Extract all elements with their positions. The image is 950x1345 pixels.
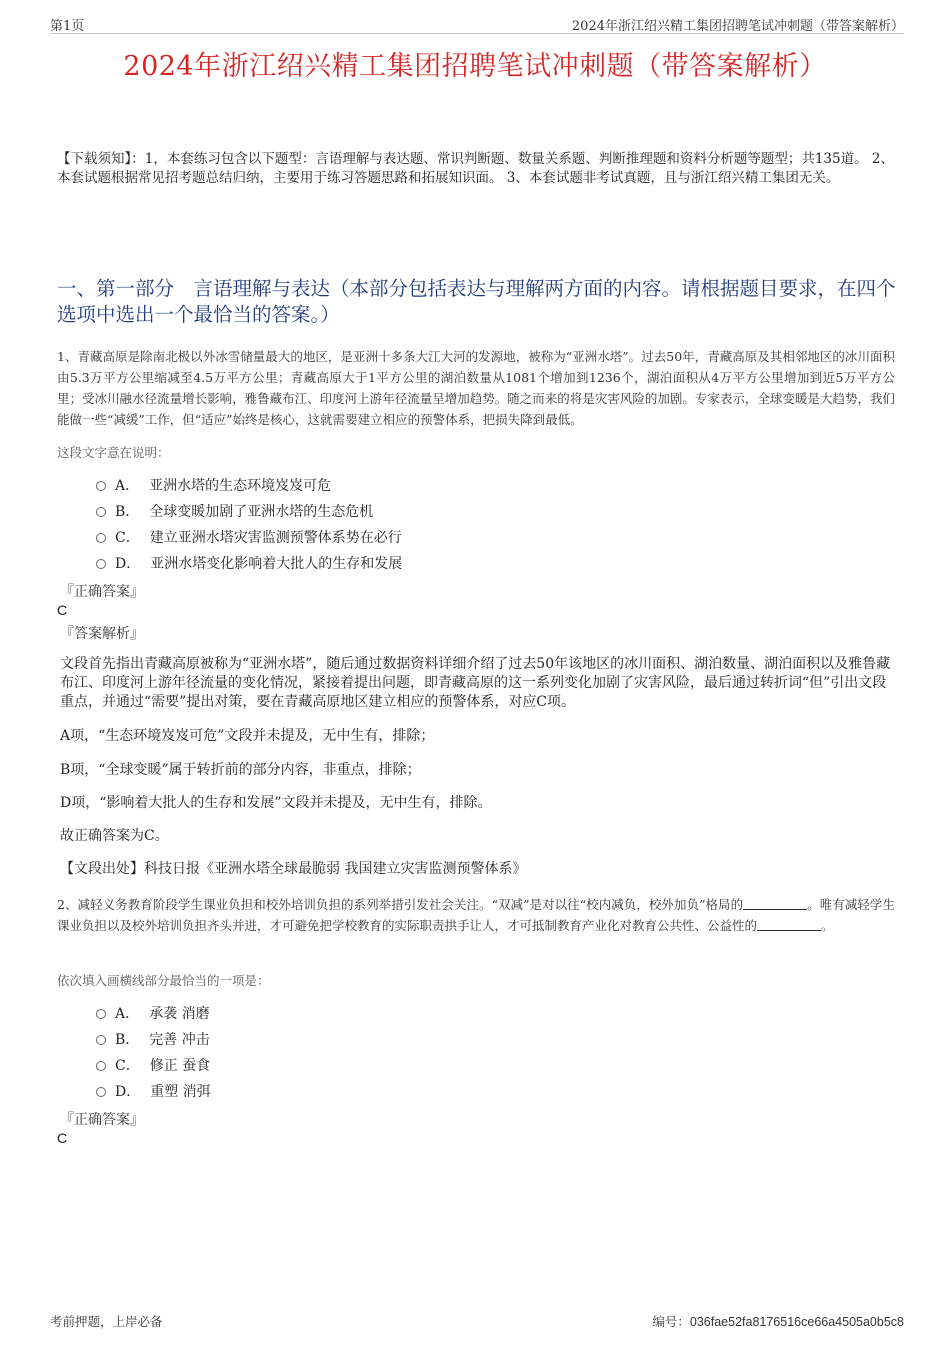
q2-option-c[interactable]: C． 修正 蚕食 — [96, 1056, 210, 1076]
footer-slogan: 考前押题，上岸必备 — [50, 1314, 163, 1329]
q1-analysis-conclusion: 故正确答案为C。 — [60, 828, 169, 844]
page-header — [50, 14, 904, 34]
radio-icon[interactable] — [96, 507, 106, 517]
q1-option-d[interactable]: D． 亚洲水塔变化影响着大批人的生存和发展 — [96, 554, 402, 574]
q2-option-a[interactable]: A． 承袭 消磨 — [96, 1004, 210, 1024]
q1-option-a[interactable]: A． 亚洲水塔的生态环境岌岌可危 — [96, 476, 331, 496]
q1-option-c[interactable]: C． 建立亚洲水塔灾害监测预警体系势在必行 — [96, 528, 402, 548]
q2-option-b[interactable]: B． 完善 冲击 — [96, 1030, 210, 1050]
question-1-text: 1、青藏高原是除南北极以外冰雪储量最大的地区，是亚洲十多条大江大河的发源地，被称为“亚洲水塔”。过去50年，青藏高原及其相邻地区的冰川面积由5.3万平方公里缩减至4.5万平方公里；青藏高原大于1平方公里的湖泊数量从1081个增加到1236个，湖泊面积从4万平方公里增加到近5万平方公里；受冰川融水径流量增长影响，雅鲁藏布江、印度河上游年径流量呈增加趋势。随之而来的将是灾害风险的加剧。专家表示，全球变暖是大趋势，我们能做一些“减缓”工作，但“适应”始终是核心，这就需要建立相应的预警体系，把损失降到最低。 — [57, 349, 895, 427]
section-heading: 一、第一部分 言语理解与表达（本部分包括表达与理解两方面的内容。请根据题目要求，在四个选项中选出一个最恰当的答案。） — [57, 277, 896, 326]
q1-analysis-option-b: B项，“全球变暖”属于转折前的部分内容，非重点，排除； — [60, 762, 421, 778]
q1-answer: C — [57, 602, 68, 618]
q1-analysis-option-a: A项，“生态环境岌岌可危”文段并未提及，无中生有，排除； — [60, 728, 435, 744]
radio-icon[interactable] — [96, 1035, 106, 1045]
q1-analysis-option-d: D项，“影响着大批人的生存和发展”文段并未提及，无中生有，排除。 — [60, 795, 492, 811]
q1-answer-tag: 『正确答案』 — [60, 584, 144, 600]
question-2-prompt: 依次填入画横线部分最恰当的一项是： — [57, 973, 270, 988]
radio-icon[interactable] — [96, 481, 106, 491]
q1-analysis-paragraph: 文段首先指出青藏高原被称为“亚洲水塔”，随后通过数据资料详细介绍了过去50年该地区的冰川面积、湖泊数量、湖泊面积以及雅鲁藏布江、印度河上游年径流量的变化情况，紧接着提出问题，即青藏高原的这一系列变化加剧了灾害风险，最后通过转折词“但”引出文段重点，并通过“需要”提出对策，要在青藏高原地区建立相应的预警体系，对应C项。 — [60, 656, 891, 710]
fill-blank-2 — [757, 918, 821, 931]
q2-answer-tag: 『正确答案』 — [60, 1112, 144, 1128]
header-doc-title: 2024年浙江绍兴精工集团招聘笔试冲刺题（带答案解析） — [571, 19, 904, 34]
question-1-prompt: 这段文字意在说明： — [57, 445, 170, 460]
radio-icon[interactable] — [96, 533, 106, 543]
footer-code: 编号：036fae52fa8176516ce66a4505a0b5c8 — [652, 1315, 904, 1329]
download-notice: 【下载须知】：1，本套练习包含以下题型：言语理解与表达题、常识判断题、数量关系题、判断推理题和资料分析题等题型；共135道。 2、本套试题根据常见招考题总结归纳，主要用于练习答题思路和拓展知识面。 3、本套试题非考试真题，且与浙江绍兴精工集团无关。 — [57, 151, 894, 186]
q1-option-b[interactable]: B． 全球变暖加剧了亚洲水塔的生态危机 — [96, 502, 373, 522]
q1-source: 【文段出处】科技日报《亚洲水塔全球最脆弱 我国建立灾害监测预警体系》 — [60, 861, 527, 877]
fill-blank-1 — [743, 897, 807, 910]
page-number: 第1页 — [50, 19, 85, 34]
radio-icon[interactable] — [96, 559, 106, 569]
radio-icon[interactable] — [96, 1087, 106, 1097]
radio-icon[interactable] — [96, 1061, 106, 1071]
q1-analysis-tag: 『答案解析』 — [60, 626, 144, 642]
document-title: 2024年浙江绍兴精工集团招聘笔试冲刺题（带答案解析） — [123, 51, 827, 82]
q2-answer: C — [57, 1130, 68, 1146]
question-2-text: 2、减轻义务教育阶段学生课业负担和校外培训负担的系列举措引发社会关注。“双减”是对以往“校内减负，校外加负”格局的 。唯有减轻学生课业负担以及校外培训负担齐头并进，才可避免把学校教育的实际职责拱手让人，才可抵制教育产业化对教育公共性、公益性的 。 — [57, 897, 895, 933]
q2-option-d[interactable]: D． 重塑 消弭 — [96, 1082, 211, 1102]
radio-icon[interactable] — [96, 1009, 106, 1019]
